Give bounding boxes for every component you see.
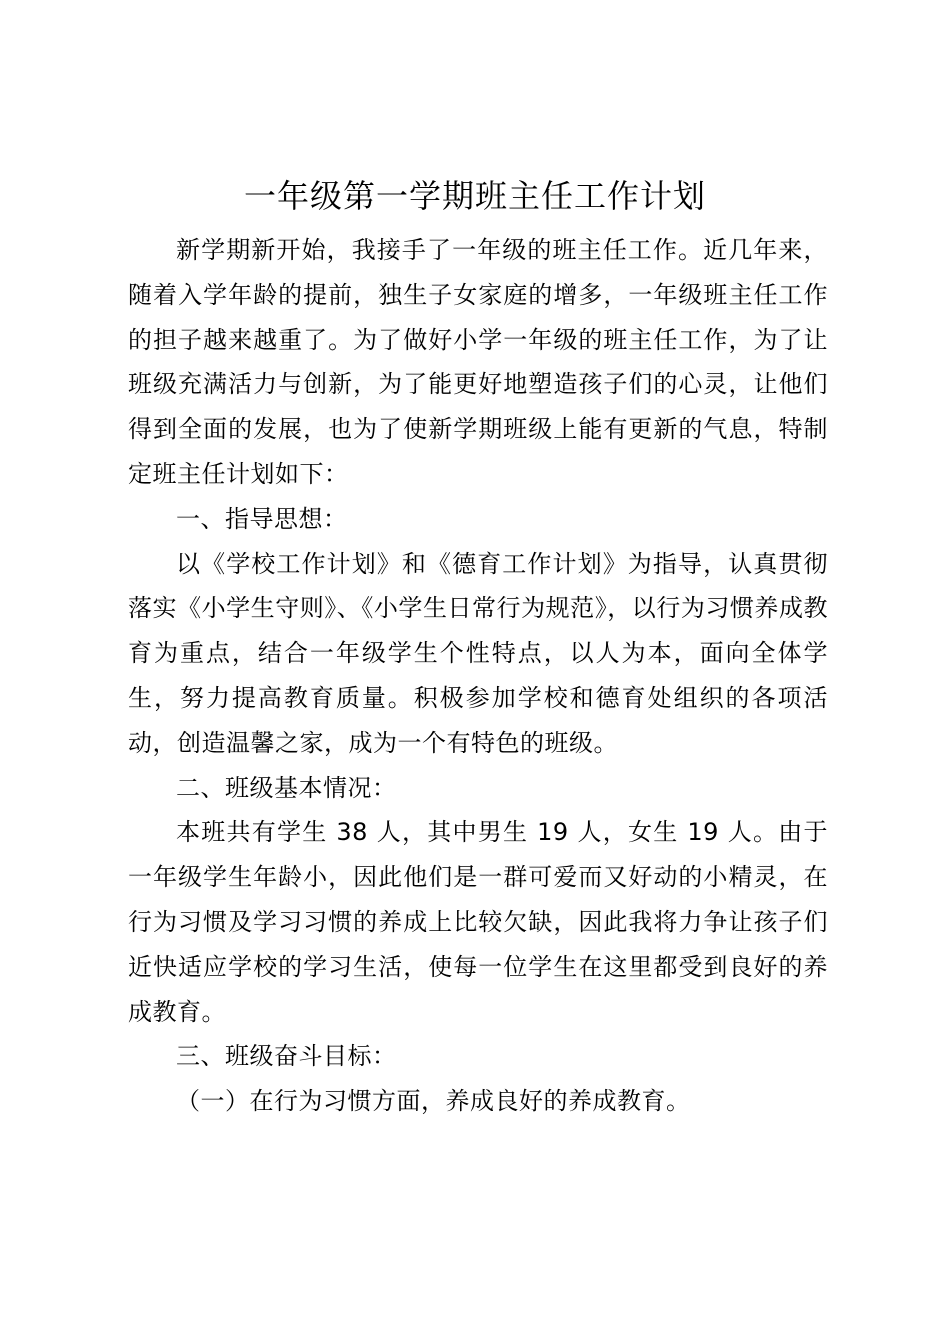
section-heading-guiding-ideology: 一、指导思想：: [176, 504, 348, 533]
guiding-ideology-paragraph: 以《学校工作计划》和《德育工作计划》为指导，认真贯彻落实《小学生守则》、《小学生日常行为规范》，以行为习惯养成教育为重点，结合一年级学生个性特点，以人为本，面向全体学生，努力提高教育质量。积极参加学校和德育处组织的各项活动，创造温馨之家，成为一个有特色的班级。: [128, 549, 828, 757]
section-heading-class-situation: 二、班级基本情况：: [176, 773, 397, 802]
class-goals-item-1: （一）在行为习惯方面，养成良好的养成教育。: [176, 1087, 691, 1116]
document-title: 一年级第一学期班主任工作计划: [243, 177, 706, 215]
document-body: [128, 228, 828, 1124]
intro-paragraph: 新学期新开始，我接手了一年级的班主任工作。近几年来，随着入学年龄的提前，独生子女家庭的增多，一年级班主任工作的担子越来越重了。为了做好小学一年级的班主任工作，为了让班级充满活力与创新，为了能更好地塑造孩子们的心灵，让他们得到全面的发展，也为了使新学期班级上能有更新的气息，特制定班主任计划如下：: [128, 236, 828, 488]
class-situation-paragraph: 本班共有学生 38 人，其中男生 19 人，女生 19 人。由于一年级学生年龄小，因此他们是一群可爱而又好动的小精灵，在行为习惯及学习习惯的养成上比较欠缺，因此我将力争让孩子们近快适应学校的学习生活，使每一位学生在这里都受到良好的养成教育。: [128, 818, 828, 1026]
section-heading-class-goals: 三、班级奋斗目标：: [176, 1042, 397, 1071]
